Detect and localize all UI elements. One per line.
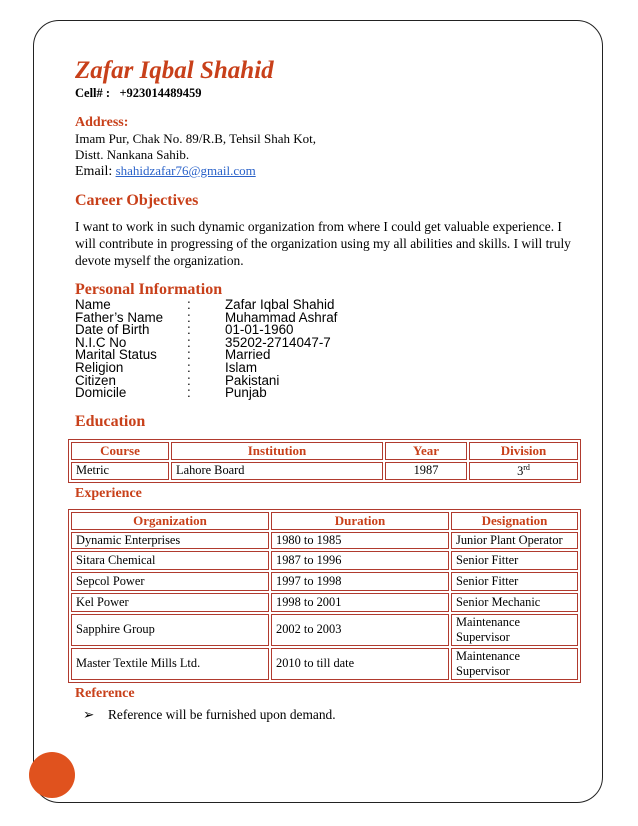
experience-col-duration: Duration [271, 512, 449, 530]
experience-duration: 1980 to 1985 [271, 532, 449, 549]
experience-header-row [71, 512, 578, 530]
education-col-institution: Institution [171, 442, 383, 460]
reference-item [83, 707, 585, 723]
personal-sep: : [187, 372, 191, 388]
experience-org: Sapphire Group [71, 614, 269, 646]
personal-key: Father’s Name [75, 309, 164, 325]
cell-line [75, 86, 585, 101]
experience-table [68, 509, 581, 683]
personal-key: N.I.C No [75, 334, 127, 350]
reference-heading: Reference [75, 685, 135, 701]
personal-key: Marital Status [75, 347, 157, 363]
personal-key: Citizen [75, 372, 116, 388]
personal-value: Muhammad Ashraf [225, 309, 338, 325]
personal-value: Islam [225, 359, 257, 375]
personal-value: Married [225, 347, 271, 363]
personal-sep: : [187, 309, 191, 325]
experience-row [71, 551, 578, 570]
personal-value: Pakistani [225, 372, 280, 388]
personal-heading: Personal Information [75, 281, 223, 298]
email-label: Email: [75, 164, 113, 179]
experience-org: Master Textile Mills Ltd. [71, 648, 269, 680]
personal-row [75, 372, 585, 388]
personal-sep: : [187, 359, 191, 375]
experience-designation: Maintenance Supervisor [451, 614, 578, 646]
education-heading: Education [75, 412, 146, 430]
education-institution: Lahore Board [171, 462, 383, 480]
email-link[interactable]: shahidzafar76@gmail.com [115, 163, 256, 178]
education-col-division: Division [469, 442, 578, 460]
experience-row [71, 593, 578, 612]
personal-row [75, 387, 585, 400]
cell-number: +923014489459 [119, 86, 202, 100]
education-division-cell [469, 462, 578, 480]
personal-sep: : [187, 385, 191, 401]
education-header-row [71, 442, 578, 460]
experience-row [71, 614, 578, 646]
personal-sep: : [187, 334, 191, 350]
personal-value: Zafar Iqbal Shahid [225, 297, 335, 312]
experience-designation: Senior Fitter [451, 551, 578, 570]
experience-org: Sitara Chemical [71, 551, 269, 570]
education-course: Metric [71, 462, 169, 480]
personal-sep: : [187, 322, 191, 338]
resume-name: Zafar Iqbal Shahid [75, 57, 274, 84]
experience-designation: Junior Plant Operator [451, 532, 578, 549]
career-text: I want to work in such dynamic organization from where I could get valuable experience. I will contribute in progressing of the organization using my all abilities and skills. I will truly devote myself the organization. [75, 219, 571, 268]
education-col-year: Year [385, 442, 467, 460]
experience-org: Sepcol Power [71, 572, 269, 591]
experience-duration: 1987 to 1996 [271, 551, 449, 570]
education-col-course: Course [71, 442, 169, 460]
education-table [68, 439, 581, 483]
experience-row [71, 572, 578, 591]
experience-duration: 2010 to till date [271, 648, 449, 680]
experience-duration: 2002 to 2003 [271, 614, 449, 646]
experience-org: Kel Power [71, 593, 269, 612]
personal-sep: : [187, 347, 191, 363]
personal-info-list [75, 299, 585, 400]
experience-org: Dynamic Enterprises [71, 532, 269, 549]
experience-designation: Senior Fitter [451, 572, 578, 591]
personal-row [75, 309, 585, 325]
personal-row [75, 359, 585, 375]
experience-duration: 1998 to 2001 [271, 593, 449, 612]
personal-value: Punjab [225, 385, 267, 401]
personal-value: 35202-2714047-7 [225, 334, 331, 350]
experience-row [71, 532, 578, 549]
education-year: 1987 [385, 462, 467, 480]
reference-text: Reference will be furnished upon demand. [108, 706, 336, 722]
address-line-2: Distt. Nankana Sahib. [75, 147, 190, 162]
education-division-suffix: rd [523, 462, 530, 472]
experience-duration: 1997 to 1998 [271, 572, 449, 591]
arrow-bullet-icon: ➢ [83, 706, 95, 722]
personal-key: Domicile [75, 385, 127, 401]
experience-heading: Experience [75, 485, 142, 501]
address-heading: Address: [75, 115, 129, 130]
personal-value: 01-01-1960 [225, 322, 294, 338]
personal-sep: : [187, 297, 191, 312]
personal-row [75, 349, 585, 362]
personal-key: Name [75, 297, 111, 312]
cell-label: Cell# : [75, 86, 111, 100]
experience-row [71, 648, 578, 680]
experience-designation: Maintenance Supervisor [451, 648, 578, 680]
resume-content [75, 56, 585, 723]
address-line-1: Imam Pur, Chak No. 89/R.B, Tehsil Shah Kot, [75, 131, 316, 146]
experience-col-organization: Organization [71, 512, 269, 530]
email-line [75, 163, 585, 180]
personal-key: Religion [75, 359, 124, 375]
experience-designation: Senior Mechanic [451, 593, 578, 612]
career-heading: Career Objectives [75, 192, 199, 209]
education-row [71, 462, 578, 480]
experience-col-designation: Designation [451, 512, 578, 530]
education-division: 3 [517, 463, 524, 478]
personal-key: Date of Birth [75, 322, 150, 338]
decorative-circle [29, 752, 75, 798]
